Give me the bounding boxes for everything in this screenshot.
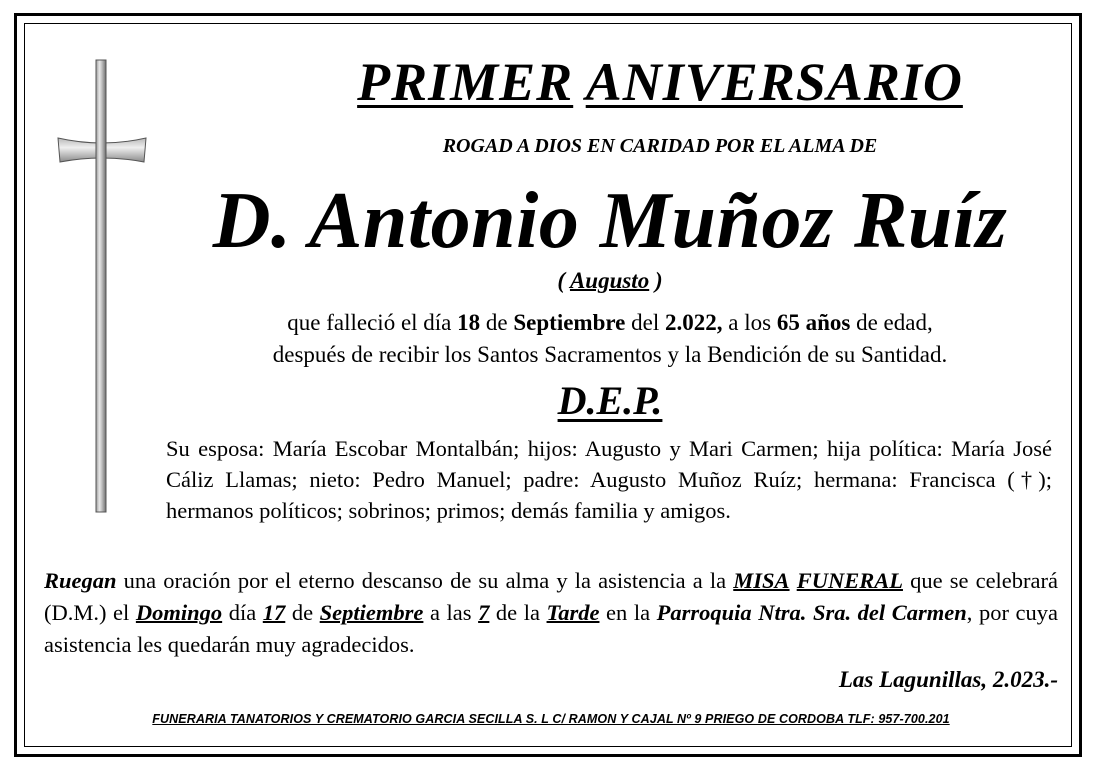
title-word-primer: PRIMER xyxy=(357,52,574,112)
death-year: 2.022, xyxy=(665,310,723,335)
ruegan-text: en la xyxy=(599,600,657,625)
ruegan-text: una oración por el eterno descanso de su alma y la asistencia a la xyxy=(116,568,734,593)
ruegan-word: Ruegan xyxy=(44,568,117,593)
alias-name: Augusto xyxy=(569,268,650,293)
intro-line: ROGAD A DIOS EN CARIDAD POR EL ALMA DE xyxy=(442,135,878,157)
alias-close: ) xyxy=(649,268,663,293)
parish-name: Parroquia Ntra. Sra. del Carmen xyxy=(656,600,967,625)
mass-day: 17 xyxy=(262,600,286,625)
dep-text: D.E.P. xyxy=(557,378,663,423)
ruegan-text: de la xyxy=(489,600,547,625)
death-text: de edad, xyxy=(850,310,933,335)
mass-hour: 7 xyxy=(478,600,490,625)
family-list: Su esposa: María Escobar Montalbán; hijos: Augusto y Mari Carmen; hija política: María José Cáliz Llamas; nieto: Pedro Manuel; padre: Augusto Muñoz Ruíz; hermana: Francisca (†); hermanos políticos; sobrinos; primos; demás familia y amigos. xyxy=(166,436,1052,523)
page-title xyxy=(165,52,1100,112)
dep-heading xyxy=(160,378,1060,424)
death-month: Septiembre xyxy=(513,310,626,335)
misa-word: MISA xyxy=(733,568,790,593)
mass-invitation xyxy=(44,565,1058,661)
sacraments-line: después de recibir los Santos Sacramentos y la Bendición de su Santidad. xyxy=(272,342,948,367)
mass-weekday: Domingo xyxy=(135,600,223,625)
ruegan-text: , por cuya asistencia les quedarán muy agradecidos. xyxy=(44,600,1058,657)
death-text: de xyxy=(480,310,514,335)
ruegan-text: a las xyxy=(423,600,479,625)
death-text: que falleció el día xyxy=(287,310,458,335)
title-word-aniversario: ANIVERSARIO xyxy=(585,52,963,112)
death-day: 18 xyxy=(457,310,481,335)
death-notice xyxy=(160,307,1060,371)
funeral-home-footer: FUNERARIA TANATORIOS Y CREMATORIO GARCIA SECILLA S. L C/ RAMON Y CAJAL Nº 9 PRIEGO DE CORDOBA TLF: 957-700.201 xyxy=(152,712,950,726)
mass-month: Septiembre xyxy=(319,600,424,625)
alias-open: ( xyxy=(557,268,570,293)
ruegan-text: de xyxy=(285,600,320,625)
death-text: del xyxy=(625,310,665,335)
mass-tarde: Tarde xyxy=(546,600,600,625)
alias-line xyxy=(160,268,1060,294)
ruegan-text: día xyxy=(222,600,263,625)
ruegan-text: que se celebrará (D.M.) el xyxy=(44,568,1059,625)
death-age: 65 años xyxy=(776,310,851,335)
funeral-word: FUNERAL xyxy=(796,568,903,593)
place-date: Las Lagunillas, 2.023.- xyxy=(838,667,1058,692)
deceased-name: D. Antonio Muñoz Ruíz xyxy=(212,177,1008,265)
death-text: a los xyxy=(722,310,777,335)
cross-icon xyxy=(56,58,148,514)
